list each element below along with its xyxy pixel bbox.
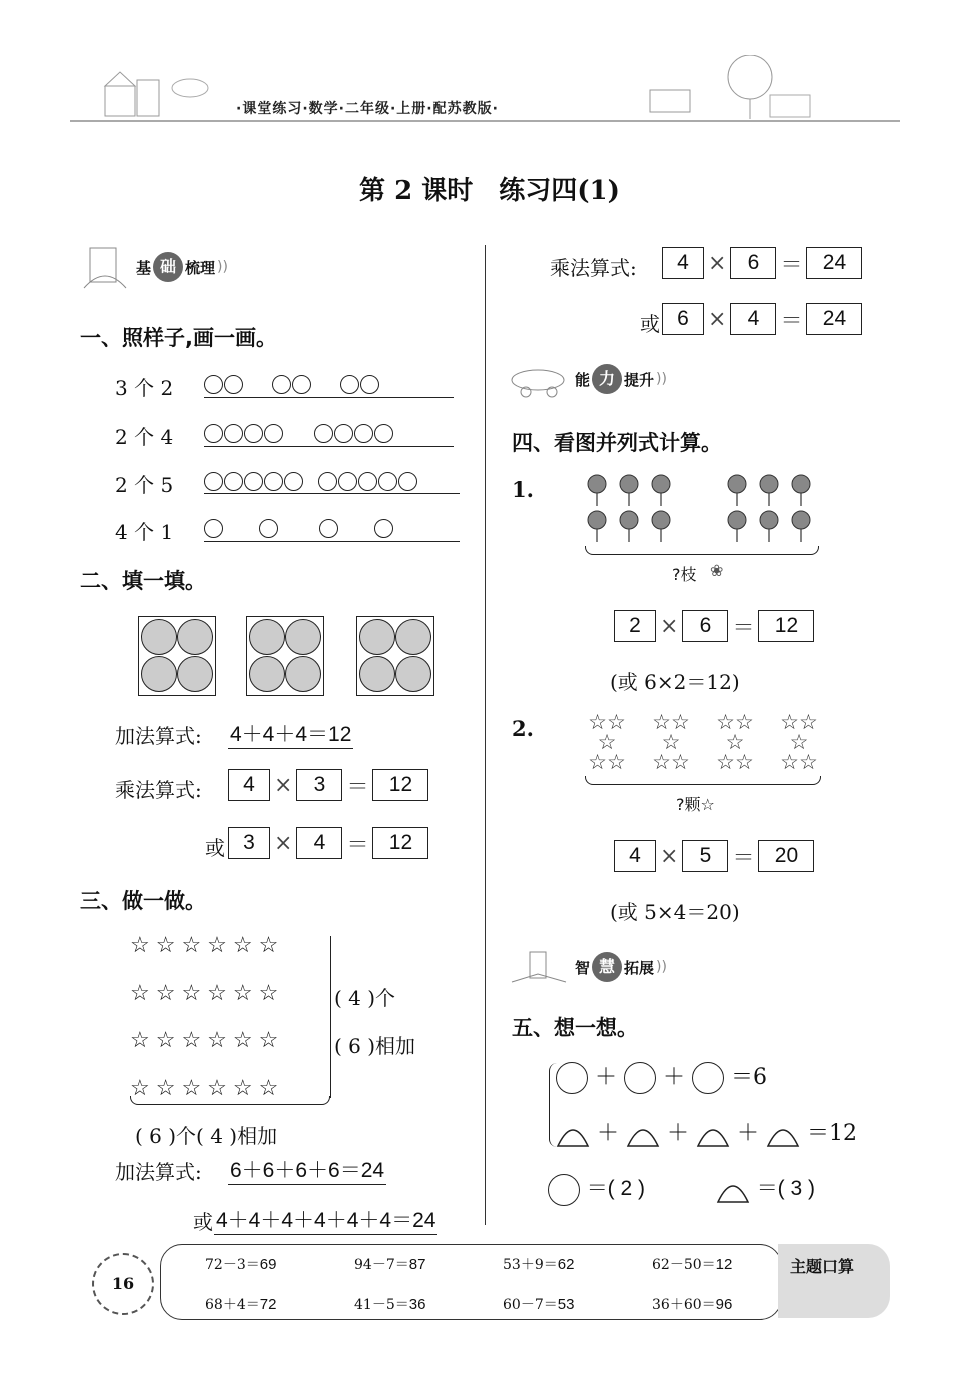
- p1-alt-equation: (或 6×2＝12): [610, 670, 740, 694]
- answer-box: 4: [730, 303, 776, 335]
- calc-item: 72－3＝69: [205, 1256, 277, 1273]
- s1-circles-row-3: [204, 471, 418, 491]
- column-divider: [485, 245, 486, 1225]
- s3-right-label-2: ( 6 )相加: [334, 1034, 416, 1058]
- badge-char: 智: [575, 958, 591, 977]
- section-1-heading: 一、照样子,画一画。: [80, 326, 277, 350]
- answer-box: 12: [372, 769, 428, 801]
- circle-group-box: [138, 616, 216, 696]
- answer-box: 2: [614, 610, 656, 642]
- answer-box: 4: [228, 769, 270, 801]
- star-row: ☆☆☆☆☆☆: [130, 1076, 285, 1101]
- s3-mul-label: 乘法算式:: [550, 256, 637, 280]
- s1-circles-row-4: [204, 518, 394, 538]
- apple-icon: [624, 1062, 656, 1094]
- s2-add-expression: 4＋4＋4＝12: [228, 718, 353, 749]
- badge-tail-icon: )): [217, 259, 228, 275]
- s3-or-label-2: 或: [640, 312, 660, 336]
- answer-box: 4: [662, 247, 704, 279]
- triangle-icon: [716, 1176, 750, 1204]
- calc-item: 60－7＝53: [503, 1296, 575, 1313]
- badge-tail-icon: )): [656, 959, 667, 975]
- section-2-heading: 二、填一填。: [80, 569, 206, 593]
- apple-icon: [556, 1062, 588, 1094]
- badge-illustration-basic: [80, 244, 130, 292]
- apple-answer: [548, 1172, 645, 1206]
- s1-underline: [204, 446, 454, 447]
- badge-char: 能: [575, 370, 591, 389]
- answer-box: 6: [682, 610, 728, 642]
- calc-item: 36＋60＝96: [652, 1296, 733, 1313]
- header-series-text: ·课堂练习·数学·二年级·上册·配苏教版·: [236, 101, 499, 117]
- equation-result: ＝6: [731, 1065, 768, 1090]
- s3-mul-equation-2: 6 × 4 ＝ 24: [662, 303, 862, 335]
- triangle-value: ＝( 3 ): [756, 1177, 816, 1200]
- header-rule: [70, 120, 900, 122]
- star-caption: ?颗☆: [676, 795, 715, 814]
- calc-item: 62－50＝12: [652, 1256, 733, 1273]
- star-brace: [585, 776, 821, 785]
- calc-item: 41－5＝36: [354, 1296, 426, 1313]
- triangle-icon: [556, 1120, 590, 1148]
- p1-equation: 2 × 6 ＝ 12: [614, 610, 814, 642]
- oral-calc-tag: 主题口算: [790, 1257, 855, 1276]
- apple-equation: [556, 1060, 767, 1094]
- calc-item: 94－7＝87: [354, 1256, 426, 1273]
- s1-row-label: 4 个 1: [115, 520, 174, 544]
- s1-circles-row-2: [204, 423, 394, 443]
- flower-bouquet-illustration: [585, 470, 825, 550]
- badge-text: 拓展: [624, 958, 655, 977]
- badge-circle-char: 础: [153, 252, 183, 282]
- s1-row-label: 2 个 5: [115, 473, 174, 497]
- section-5-heading: 五、想一想。: [512, 1016, 638, 1040]
- flower-brace: [585, 546, 819, 555]
- answer-box: 3: [296, 769, 342, 801]
- answer-box: 12: [758, 610, 814, 642]
- plus-sign: ＋: [663, 1065, 686, 1090]
- problem-1-number: 1.: [512, 477, 534, 502]
- badge-circle-char: 慧: [592, 952, 622, 982]
- s3-or-label: 或: [193, 1210, 213, 1234]
- flower-caption: ?枝: [672, 565, 697, 584]
- plus-sign: ＋: [667, 1121, 690, 1146]
- right-bracket: [322, 936, 331, 1098]
- equation-result: ＝12: [807, 1121, 858, 1146]
- apple-icon: [692, 1062, 724, 1094]
- section-badge-ability: [575, 362, 667, 396]
- flower-icon: ❀: [710, 561, 724, 580]
- circle-group-box: [356, 616, 434, 696]
- badge-text: 提升: [624, 370, 655, 389]
- s2-or-label: 或: [205, 836, 225, 860]
- answer-box: 20: [758, 840, 814, 872]
- circle-group-box: [246, 616, 324, 696]
- s1-underline: [204, 541, 460, 542]
- s1-underline: [204, 397, 454, 398]
- apple-icon: [548, 1174, 580, 1206]
- s3-mul-equation-1: 4 × 6 ＝ 24: [662, 247, 862, 279]
- s3-add-label: 加法算式:: [115, 1160, 202, 1184]
- calc-item: 68＋4＝72: [205, 1296, 277, 1313]
- problem-2-number: 2.: [512, 716, 534, 741]
- star-row: ☆☆☆☆☆☆: [130, 933, 285, 958]
- plus-sign: ＋: [737, 1121, 760, 1146]
- star-row: ☆☆☆☆☆☆: [130, 1028, 285, 1053]
- triangle-icon: [696, 1120, 730, 1148]
- badge-illustration-ability: [508, 362, 572, 398]
- badge-illustration-wisdom: [508, 948, 572, 986]
- plus-sign: ＋: [597, 1121, 620, 1146]
- answer-box: 5: [682, 840, 728, 872]
- triangle-answer: [716, 1172, 815, 1204]
- s3-add-expression-2: 4＋4＋4＋4＋4＋4＝24: [214, 1204, 437, 1235]
- p2-alt-equation: (或 5×4＝20): [610, 900, 740, 924]
- triangle-icon: [766, 1120, 800, 1148]
- answer-box: 6: [662, 303, 704, 335]
- answer-box: 4: [614, 840, 656, 872]
- badge-text: 梳理: [185, 258, 216, 277]
- answer-box: 24: [806, 303, 862, 335]
- triangle-equation: [556, 1116, 857, 1148]
- s2-mul-equation-2: 3 × 4 ＝ 12: [228, 827, 428, 859]
- answer-box: 12: [372, 827, 428, 859]
- calc-item: 53＋9＝62: [503, 1256, 575, 1273]
- s3-right-label-1: ( 4 )个: [334, 986, 396, 1010]
- s3-bottom-label: ( 6 )个( 4 )相加: [135, 1124, 278, 1148]
- section-badge-wisdom: [575, 950, 667, 984]
- s1-row-label: 3 个 2: [115, 376, 174, 400]
- s1-underline: [204, 493, 460, 494]
- answer-box: 6: [730, 247, 776, 279]
- badge-char: 基: [136, 258, 152, 277]
- s1-row-label: 2 个 4: [115, 425, 174, 449]
- answer-box: 4: [296, 827, 342, 859]
- page-title: 第 2 课时 练习四(1): [359, 176, 620, 206]
- s1-circles-row-1: [204, 374, 380, 394]
- header-illustration-left: [95, 68, 225, 120]
- answer-box: 3: [228, 827, 270, 859]
- p2-equation: 4 × 5 ＝ 20: [614, 840, 814, 872]
- answer-box: 24: [806, 247, 862, 279]
- star-row: ☆☆☆☆☆☆: [130, 981, 285, 1006]
- badge-tail-icon: )): [656, 371, 667, 387]
- s2-add-label: 加法算式:: [115, 724, 202, 748]
- s3-add-expression-1: 6＋6＋6＋6＝24: [228, 1154, 386, 1185]
- s2-mul-label: 乘法算式:: [115, 778, 202, 802]
- triangle-icon: [626, 1120, 660, 1148]
- header-illustration-right: [620, 55, 890, 120]
- page-number: 16: [92, 1253, 154, 1315]
- section-4-heading: 四、看图并列式计算。: [512, 431, 722, 455]
- s2-mul-equation-1: 4 × 3 ＝ 12: [228, 769, 428, 801]
- bottom-brace: [130, 1096, 330, 1105]
- apple-value: ＝( 2 ): [586, 1177, 646, 1200]
- section-3-heading: 三、做一做。: [80, 889, 206, 913]
- plus-sign: ＋: [595, 1065, 618, 1090]
- badge-circle-char: 力: [592, 364, 622, 394]
